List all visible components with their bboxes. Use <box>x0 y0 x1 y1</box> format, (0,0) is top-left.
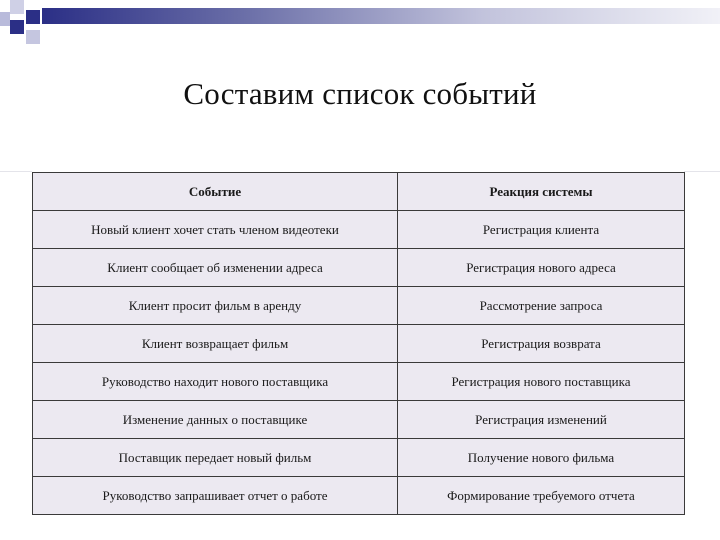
table-row <box>33 401 685 439</box>
table-row <box>33 363 685 401</box>
event-cell: Клиент возвращает фильм <box>33 325 398 363</box>
table-row <box>33 477 685 515</box>
table-row <box>33 249 685 287</box>
table-row <box>33 287 685 325</box>
divider <box>0 171 32 172</box>
divider <box>684 171 720 172</box>
column-header-reaction: Реакция системы <box>398 173 685 211</box>
reaction-cell: Регистрация нового поставщика <box>398 363 685 401</box>
decor-square <box>10 0 24 14</box>
table-row <box>33 439 685 477</box>
reaction-cell: Регистрация изменений <box>398 401 685 439</box>
event-cell: Клиент сообщает об изменении адреса <box>33 249 398 287</box>
event-cell: Новый клиент хочет стать членом видеотеки <box>33 211 398 249</box>
column-header-event: Событие <box>33 173 398 211</box>
reaction-cell: Формирование требуемого отчета <box>398 477 685 515</box>
table-row <box>33 211 685 249</box>
table-header-row <box>33 173 685 211</box>
event-cell: Клиент просит фильм в аренду <box>33 287 398 325</box>
decor-square <box>26 30 40 44</box>
events-table <box>32 172 685 515</box>
reaction-cell: Получение нового фильма <box>398 439 685 477</box>
event-cell: Изменение данных о поставщике <box>33 401 398 439</box>
reaction-cell: Регистрация возврата <box>398 325 685 363</box>
reaction-cell: Регистрация клиента <box>398 211 685 249</box>
event-cell: Поставщик передает новый фильм <box>33 439 398 477</box>
decor-square <box>10 20 24 34</box>
decor-square <box>0 12 10 26</box>
decor-square <box>26 10 40 24</box>
reaction-cell: Регистрация нового адреса <box>398 249 685 287</box>
table-row <box>33 325 685 363</box>
event-cell: Руководство находит нового поставщика <box>33 363 398 401</box>
event-cell: Руководство запрашивает отчет о работе <box>33 477 398 515</box>
reaction-cell: Рассмотрение запроса <box>398 287 685 325</box>
slide-title: Составим список событий <box>183 76 537 111</box>
header-gradient-bar <box>42 8 720 24</box>
